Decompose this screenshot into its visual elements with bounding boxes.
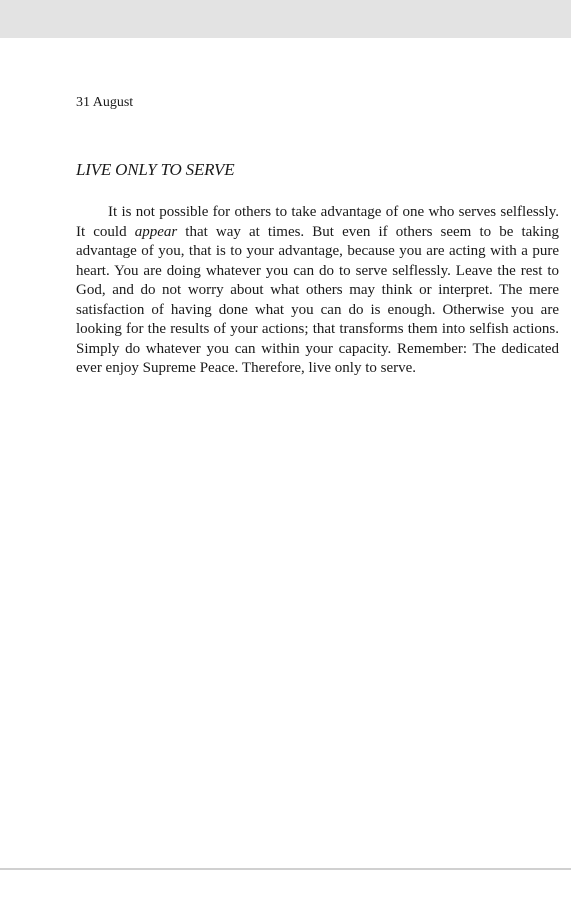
paragraph-text-part1: It is not possible for others to take advantage of one who serves selflessly. It could xyxy=(76,204,559,240)
document-page xyxy=(0,38,571,868)
entry-paragraph xyxy=(76,203,559,379)
paragraph-emphasis: appear xyxy=(134,223,178,240)
entry-title: LIVE ONLY TO SERVE xyxy=(76,160,235,179)
viewer-top-bar xyxy=(0,0,571,38)
paragraph-text-part2: that way at times. But even if others seem to be taking advantage of you, that is to your advantage, because you are acting with a pure heart. You are doing whatever you can do to serve selflessly. Leave the rest to God, and do not worry about what others may think or interpret. The mere satisfaction of having done what you can do is enough. Otherwise you are looking for the results of your actions; that transforms them into selfish actions. Simply do whatever you can within your capacity. Remember: The dedicated ever enjoy Supreme Peace. Therefore, live only to serve. xyxy=(76,223,559,376)
entry-date: 31 August xyxy=(76,95,134,110)
page-bottom-divider xyxy=(0,868,571,870)
